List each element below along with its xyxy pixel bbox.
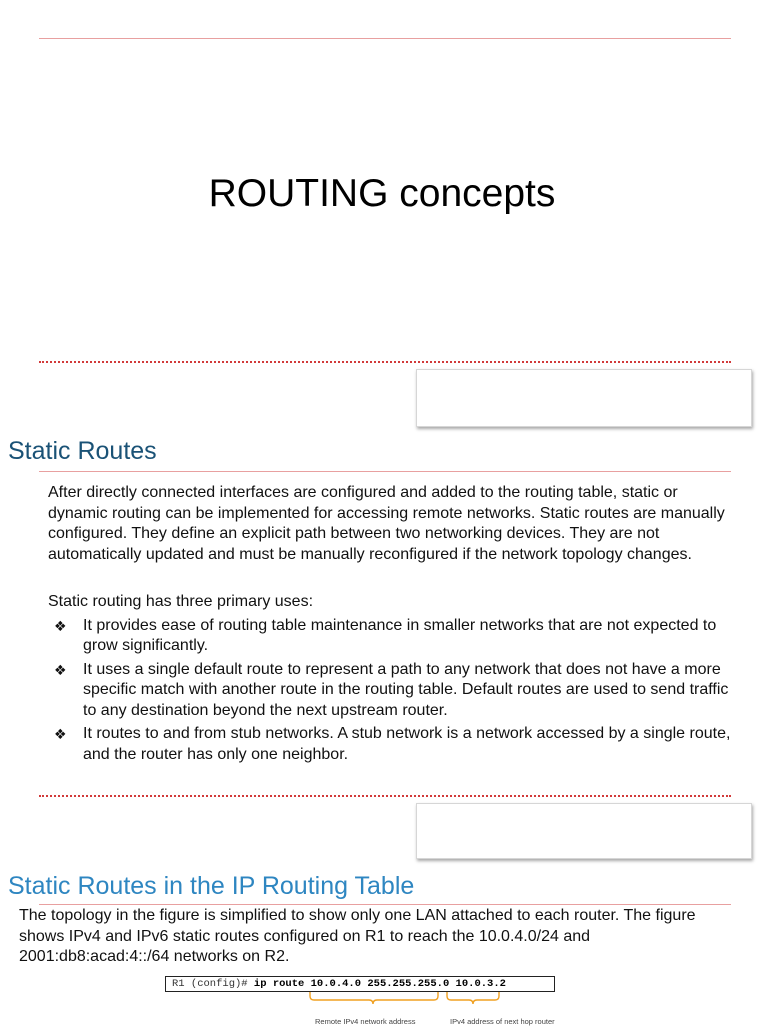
top-rule [39, 38, 731, 39]
command-text: ip route 10.0.4.0 255.255.255.0 10.0.3.2 [253, 978, 506, 990]
list-item [48, 660, 738, 722]
section-heading-static-routes: Static Routes [8, 437, 157, 465]
uses-intro: Static routing has three primary uses: [48, 593, 314, 610]
slide-title: ROUTING concepts [208, 172, 556, 215]
heading-rule [39, 904, 731, 905]
topology-paragraph: The topology in the figure is simplified to show only one LAN attached to each router. The figure shows IPv4 and IPv6 static routes configured on R1 to reach the 10.0.4.0/24 and 2001:db8:acad:4::/64 networks on R2. [19, 907, 696, 965]
network-address-brace [310, 992, 438, 1004]
diamond-bullet-icon: ❖ [54, 617, 67, 634]
label-next-hop: IPv4 address of next hop router [450, 1017, 555, 1026]
static-routes-body [48, 483, 738, 768]
command-prompt: R1 (config)# [172, 978, 254, 990]
list-item [48, 616, 738, 657]
heading-rule [39, 471, 731, 472]
slide-divider [39, 361, 731, 363]
list-item [48, 724, 738, 765]
label-remote-network: Remote IPv4 network address [315, 1017, 416, 1026]
list-item-text: It provides ease of routing table maintenance in smaller networks that are not expected to grow significantly. [83, 616, 717, 654]
slide-header-box [416, 369, 752, 427]
next-hop-brace [447, 992, 499, 1004]
uses-list [48, 616, 738, 766]
list-item-text: It routes to and from stub networks. A stub network is a network accessed by a single route, and the router has only one neighbor. [83, 725, 731, 763]
slide-divider [39, 795, 731, 797]
diamond-bullet-icon: ❖ [54, 726, 67, 742]
diamond-bullet-icon: ❖ [54, 661, 67, 678]
list-item-text: It uses a single default route to represent a path to any network that does not have a more specific match with another route in the routing table. Default routes are used to send traffic to any destination beyond the next upstream router. [83, 660, 729, 719]
command-braces [300, 990, 520, 1010]
slide-header-box [416, 803, 752, 859]
intro-paragraph: After directly connected interfaces are configured and added to the routing table, static or dynamic routing can be implemented for accessing remote networks. Static routes are manually configured. They define an explicit path between two networking devices. They are not automatically updated and must be manually reconfigured if the network topology changes. [48, 484, 725, 563]
section-heading-ip-routing-table: Static Routes in the IP Routing Table [8, 872, 415, 900]
